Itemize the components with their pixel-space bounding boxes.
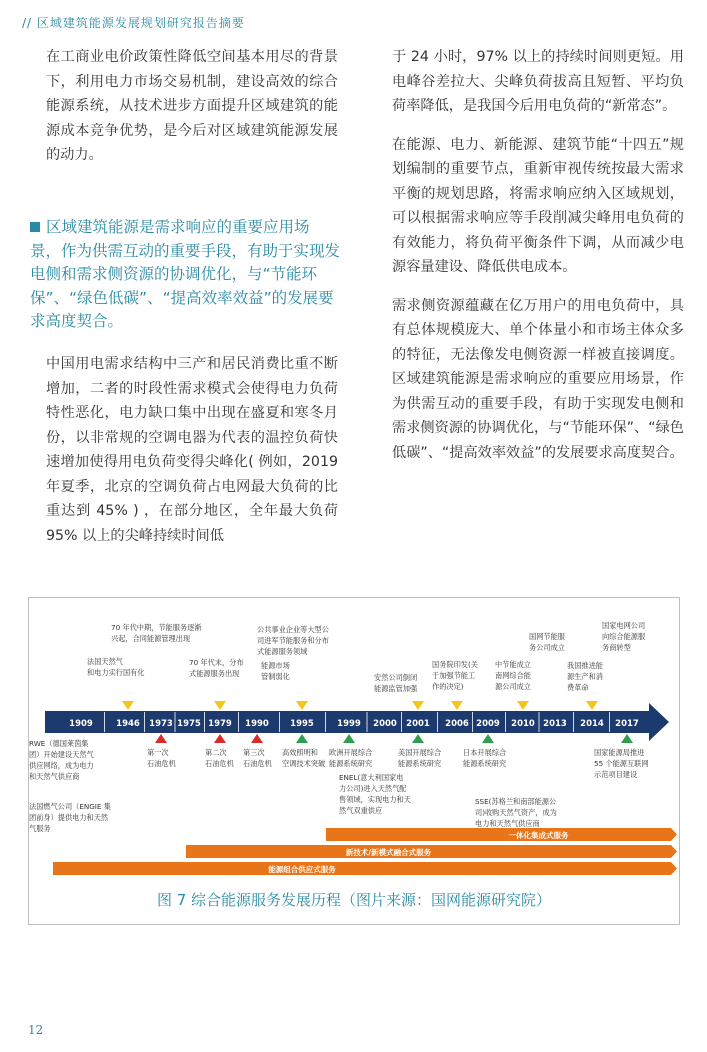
callout-text: 区域建筑能源是需求响应的重要应用场景，作为供需互动的重要手段，有助于实现发电侧和需求侧资源的协调优化，与“节能环保”、“绿色低碳”、“提高效率效益”的发展要求高度契合。 <box>30 218 341 330</box>
square-bullet-icon <box>30 222 40 232</box>
event-below-label: 售领域，实现电力和天 <box>339 795 411 804</box>
event-above-label: 法国天然气 <box>87 657 123 666</box>
timeline-marker-up <box>296 734 308 743</box>
left-paragraph-2: 中国用电需求结构中三产和居民消费比重不断增加，二者的时段性需求模式会使得电力负荷特性恶化，电力缺口集中出现在盛夏和寒冬月份，以非常规的空调电器为代表的温控负荷快速增加使得用电负荷变得尖峰化( 例如，2019 年夏季，北京的空调负荷占电网最大负荷的比重达到 45% ) ，在部分地区，全年最大负荷 95% 以上的尖峰持续时间低 <box>46 356 338 544</box>
timeline-year-label: 1975 <box>177 719 201 729</box>
event-below-label: 55 个能源互联网 <box>594 759 649 768</box>
event-below-label: 和天然气供应商 <box>29 772 80 781</box>
event-above-label: 式能源服务领域 <box>257 647 308 656</box>
timeline-year-label: 1990 <box>245 719 269 729</box>
timeline-marker-up <box>251 734 263 743</box>
event-below-label: 能源系统研究 <box>398 759 442 768</box>
timeline-marker-down <box>451 701 463 710</box>
event-below-label: 电力和天然气供应商 <box>475 819 540 828</box>
figure-caption: 图 7 综合能源服务发展历程（图片来源：国网能源研究院） <box>156 891 552 909</box>
event-below-label: 日本开展综合 <box>463 748 507 757</box>
timeline-marker-up <box>155 734 167 743</box>
event-above-label: 务商转型 <box>602 643 631 652</box>
event-below-label: 供应网络，成为电力 <box>29 761 94 770</box>
callout-highlight <box>30 216 340 334</box>
event-above-label: 能源监管加强 <box>374 684 418 693</box>
event-above-label: 司进军节能服务和分布 <box>257 636 329 645</box>
service-bar-label: 一体化集成式服务 <box>508 831 569 840</box>
service-bar <box>53 862 671 875</box>
event-below-label: 石油危机 <box>205 759 234 768</box>
timeline-year-label: 1909 <box>69 719 93 729</box>
event-below-label: 美国开展综合 <box>398 748 442 757</box>
event-below-label: 国家能源局推进 <box>594 748 645 757</box>
timeline-year-label: 2014 <box>580 719 604 729</box>
timeline-marker-down <box>122 701 134 710</box>
event-below-label: SSE(苏格兰和南部能源公 <box>475 797 557 806</box>
service-bar-arrow <box>671 828 677 841</box>
event-below-label: 司)收购天然气资产，成为 <box>475 808 557 817</box>
event-below-label: 能源系统研究 <box>463 759 507 768</box>
event-above-label: 70 年代中期，节能服务逐渐 <box>111 623 202 632</box>
event-below-label: 法国燃气公司（ENGIE 集 <box>29 802 111 811</box>
timeline-year-label: 1946 <box>116 719 140 729</box>
right-paragraph-2: 在能源、电力、新能源、建筑节能“十四五”规划编制的重要节点，重新审视传统按最大需求平衡的规划思路，将需求响应纳入区域规划，可以根据需求响应等手段削减尖峰用电负荷的有效能力，将负荷平衡条件下调，从而减少电源容量建设、降低供电成本。 <box>392 136 684 275</box>
page-number: 12 <box>28 1023 44 1037</box>
event-above-label: 70 年代末，分布 <box>189 658 244 667</box>
left-paragraph-1: 在工商业电价政策性降低空间基本用尽的背景下，利用电力市场交易机制，建设高效的综合能源系统，从技术进步方面提升区域建筑的能源成本竞争优势，是今后对区域建筑能源发展的动力。 <box>46 49 338 163</box>
event-above-label: 中节能成立 <box>495 660 531 669</box>
service-bar <box>326 828 671 841</box>
right-paragraph-1: 于 24 小时，97% 以上的持续时间则更短。用电峰谷差拉大、尖峰负荷拔高且短暂、平均负荷率降低，是我国今后用电负荷的“新常态”。 <box>392 49 684 114</box>
timeline-marker-down <box>517 701 529 710</box>
timeline-marker-up <box>621 734 633 743</box>
timeline-year-label: 2000 <box>373 719 397 729</box>
timeline-marker-down <box>586 701 598 710</box>
timeline-year-label: 2001 <box>406 719 430 729</box>
event-below-label: 空调技术突破 <box>282 759 326 768</box>
event-above-label: 安然公司倒闭 <box>374 673 418 682</box>
timeline-year-label: 2017 <box>615 719 639 729</box>
timeline-year-label: 2009 <box>476 719 500 729</box>
running-header: // 区域建筑能源发展规划研究报告摘要 <box>22 16 245 30</box>
event-above-label: 国网节能服 <box>529 632 565 641</box>
right-column <box>392 45 684 465</box>
right-paragraph-3: 需求侧资源蕴藏在亿万用户的用电负荷中，具有总体规模庞大、单个体量小和市场主体众多的特征，无法像发电侧资源一样被直接调度。区域建筑能源是需求响应的重要应用场景，作为供需互动的重要手段，有助于实现发电侧和需求侧资源的协调优化，与“节能环保”、“绿色低碳”、“提高效率效益”的发展要求高度契合。 <box>392 297 684 461</box>
timeline-marker-down <box>214 701 226 710</box>
event-above-label: 公共事业企业等大型公 <box>257 625 329 634</box>
timeline-marker-down <box>296 701 308 710</box>
timeline-year-label: 2013 <box>543 719 567 729</box>
event-above-label: 能源市场 <box>261 661 290 670</box>
timeline-marker-up <box>343 734 355 743</box>
timeline-year-label: 1995 <box>290 719 314 729</box>
timeline-marker-up <box>482 734 494 743</box>
event-below-label: 石油危机 <box>147 759 176 768</box>
event-below-label: 欧洲开展综合 <box>329 748 373 757</box>
event-below-label: 然气双重供应 <box>339 806 383 815</box>
event-above-label: 国家电网公司 <box>602 621 646 630</box>
left-column <box>46 45 338 168</box>
timeline-year-label: 1973 <box>149 719 173 729</box>
event-below-label: 气服务 <box>29 824 51 833</box>
event-below-label: 第三次 <box>243 748 265 757</box>
event-above-label: 管制弱化 <box>261 672 290 681</box>
event-below-label: 团前身）提供电力和天然 <box>29 813 109 822</box>
service-bar-label: 新技术/新模式融合式服务 <box>345 848 432 857</box>
service-bar-label: 能源组合供应式服务 <box>268 865 336 874</box>
event-above-label: 源公司成立 <box>495 682 531 691</box>
event-below-label: 团）开始建设天然气 <box>29 750 94 759</box>
timeline-svg <box>29 598 679 883</box>
event-above-label: 作的决定) <box>432 682 464 691</box>
event-below-label: 高效照明和 <box>282 748 318 757</box>
event-below-label: RWE（德国莱茵集 <box>29 739 89 748</box>
event-above-label: 费革命 <box>567 683 589 692</box>
event-above-label: 于加强节能工 <box>432 671 476 680</box>
timeline-year-label: 2006 <box>445 719 469 729</box>
event-below-label: 示范项目建设 <box>594 770 638 779</box>
timeline-marker-down <box>412 701 424 710</box>
event-above-label: 和电力实行国有化 <box>87 668 145 677</box>
event-below-label: 第二次 <box>205 748 227 757</box>
event-above-label: 向综合能源服 <box>602 632 646 641</box>
timeline-arrow-head <box>649 703 669 741</box>
event-below-label: 第一次 <box>147 748 169 757</box>
timeline-year-label: 2010 <box>511 719 535 729</box>
event-above-label: 兴起，合同能源管理出现 <box>111 634 191 643</box>
timeline-year-label: 1979 <box>208 719 232 729</box>
event-above-label: 南网综合能 <box>495 671 531 680</box>
event-above-label: 我国推进能 <box>567 661 603 670</box>
event-below-label: 能源系统研究 <box>329 759 373 768</box>
event-above-label: 源生产和消 <box>567 672 603 681</box>
event-below-label: 石油危机 <box>243 759 272 768</box>
event-above-label: 务公司成立 <box>529 643 565 652</box>
timeline-year-label: 1999 <box>337 719 361 729</box>
service-bar-arrow <box>671 862 677 875</box>
timeline-marker-up <box>412 734 424 743</box>
event-above-label: 国务院印发(关 <box>432 660 478 669</box>
timeline-figure <box>28 597 680 925</box>
service-bar-arrow <box>671 845 677 858</box>
left-column-lower <box>46 352 338 548</box>
event-above-label: 式能源服务出现 <box>189 669 240 678</box>
event-below-label: ENEL(意大利国家电 <box>339 773 404 782</box>
event-below-label: 力公司)进入天然气配 <box>339 784 407 793</box>
timeline-marker-up <box>214 734 226 743</box>
